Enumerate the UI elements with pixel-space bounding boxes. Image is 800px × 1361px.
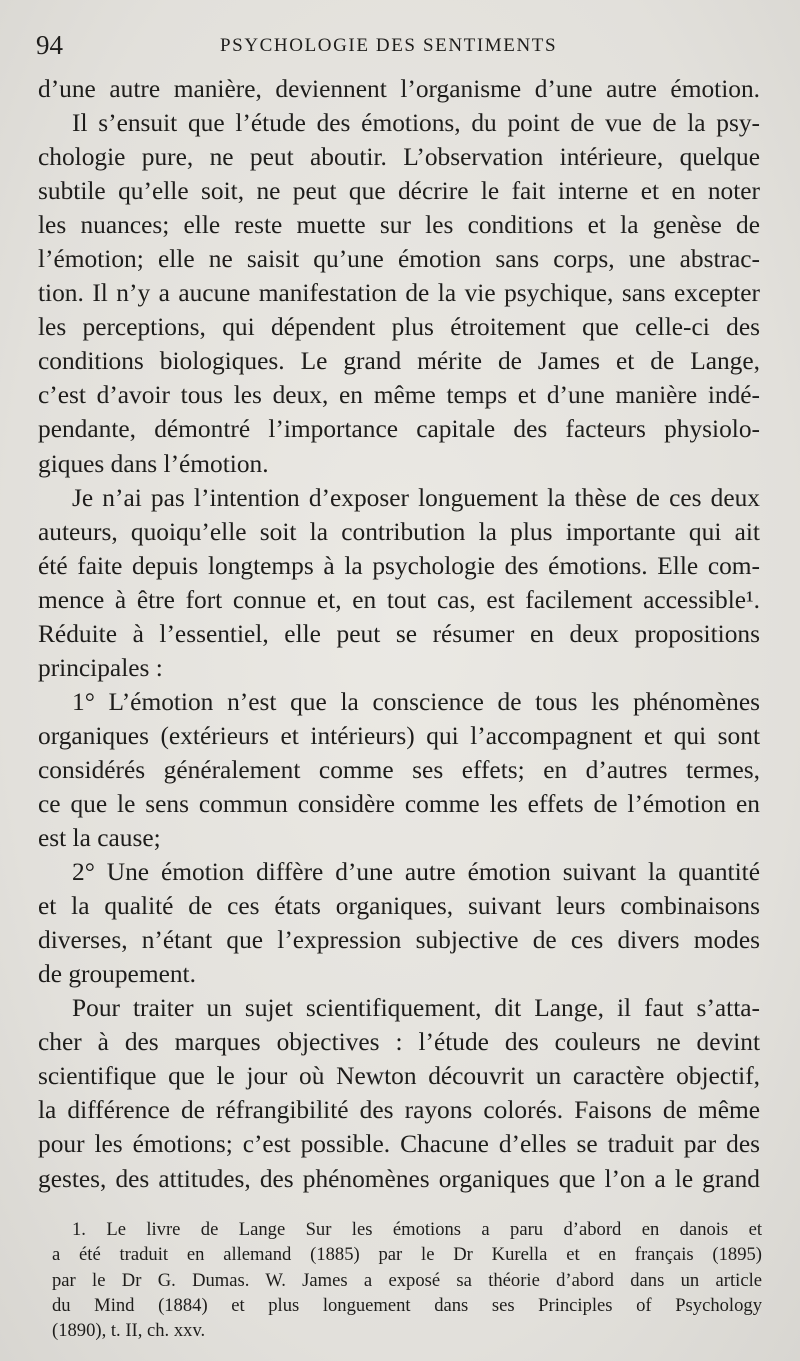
text-line: subtile qu’elle soit, ne peut que décrire le fait interne et en noter [38, 177, 760, 206]
text-line: est la cause; [38, 824, 161, 853]
footnote-line: du Mind (1884) et plus longuement dans ses Principles of Psychology [52, 1294, 762, 1316]
text-line: Il s’ensuit que l’étude des émotions, du point de vue de la psy- [72, 109, 760, 138]
text-line: considérés généralement comme ses effets; en d’autres termes, [38, 755, 760, 784]
text-line: diverses, n’étant que l’expression subjective de ces divers modes [38, 926, 760, 955]
text-line: été faite depuis longtemps à la psychologie des émotions. Elle com- [38, 551, 760, 580]
footnote-line: (1890), t. II, ch. xxv. [52, 1320, 206, 1342]
body-text [38, 72, 760, 1196]
text-line: Réduite à l’essentiel, elle peut se résumer en deux propositions [38, 619, 760, 648]
text-line: cher à des marques objectives : l’étude des couleurs ne devint [38, 1028, 760, 1057]
text-line: 1° L’émotion n’est que la conscience de tous les phénomènes [72, 687, 760, 716]
footnote-line: a été traduit en allemand (1885) par le Dr Kurella et en français (1895) [52, 1244, 762, 1266]
text-line: les perceptions, qui dépendent plus étroitement que celle-ci des [38, 313, 760, 342]
text-line: de groupement. [38, 960, 196, 989]
text-line: Pour traiter un sujet scientifiquement, dit Lange, il faut s’atta- [72, 994, 760, 1023]
text-line: pendante, démontré l’importance capitale des facteurs physiolo- [38, 415, 760, 444]
text-line: organiques (extérieurs et intérieurs) qui l’accompagnent et qui sont [38, 721, 760, 750]
text-line: et la qualité de ces états organiques, suivant leurs combinaisons [38, 892, 760, 921]
page-header [36, 30, 764, 66]
footnote-line: par le Dr G. Dumas. W. James a exposé sa théorie d’abord dans un article [52, 1269, 762, 1291]
text-line: ce que le sens commun considère comme les effets de l’émotion en [38, 789, 760, 818]
text-line: l’émotion; elle ne saisit qu’une émotion sans corps, une abstrac- [38, 245, 760, 274]
running-title: PSYCHOLOGIE DES SENTIMENTS [220, 35, 558, 56]
text-line: scientifique que le jour où Newton découvrit un caractère objectif, [38, 1062, 760, 1091]
text-line: conditions biologiques. Le grand mérite de James et de Lange, [38, 347, 760, 376]
page-number: 94 [36, 30, 63, 60]
text-line: principales : [38, 653, 163, 682]
text-line: d’une autre manière, deviennent l’organisme d’une autre émotion. [38, 75, 760, 103]
text-line: la différence de réfrangibilité des rayons colorés. Faisons de même [38, 1096, 760, 1125]
text-line: Je n’ai pas l’intention d’exposer longuement la thèse de ces deux [72, 483, 760, 512]
text-line: auteurs, quoiqu’elle soit la contribution la plus importante qui ait [38, 517, 760, 546]
text-line: c’est d’avoir tous les deux, en même temps et d’une manière indé- [38, 381, 760, 410]
text-line: pour les émotions; c’est possible. Chacune d’elles se traduit par des [38, 1130, 760, 1159]
footnotes [52, 1217, 762, 1343]
text-line: chologie pure, ne peut aboutir. L’observation intérieure, quelque [38, 143, 760, 172]
text-line: les nuances; elle reste muette sur les conditions et la genèse de [38, 211, 760, 240]
text-line: gestes, des attitudes, des phénomènes organiques que l’on a le grand [38, 1164, 760, 1193]
footnote-line: 1. Le livre de Lange Sur les émotions a paru d’abord en danois et [72, 1219, 762, 1240]
text-line: 2° Une émotion diffère d’une autre émotion suivant la quantité [72, 858, 760, 887]
text-line: tion. Il n’y a aucune manifestation de la vie psychique, sans excepter [38, 279, 760, 308]
text-line: giques dans l’émotion. [38, 449, 269, 478]
text-line: mence à être fort connue et, en tout cas, est facilement accessible¹. [38, 585, 760, 614]
